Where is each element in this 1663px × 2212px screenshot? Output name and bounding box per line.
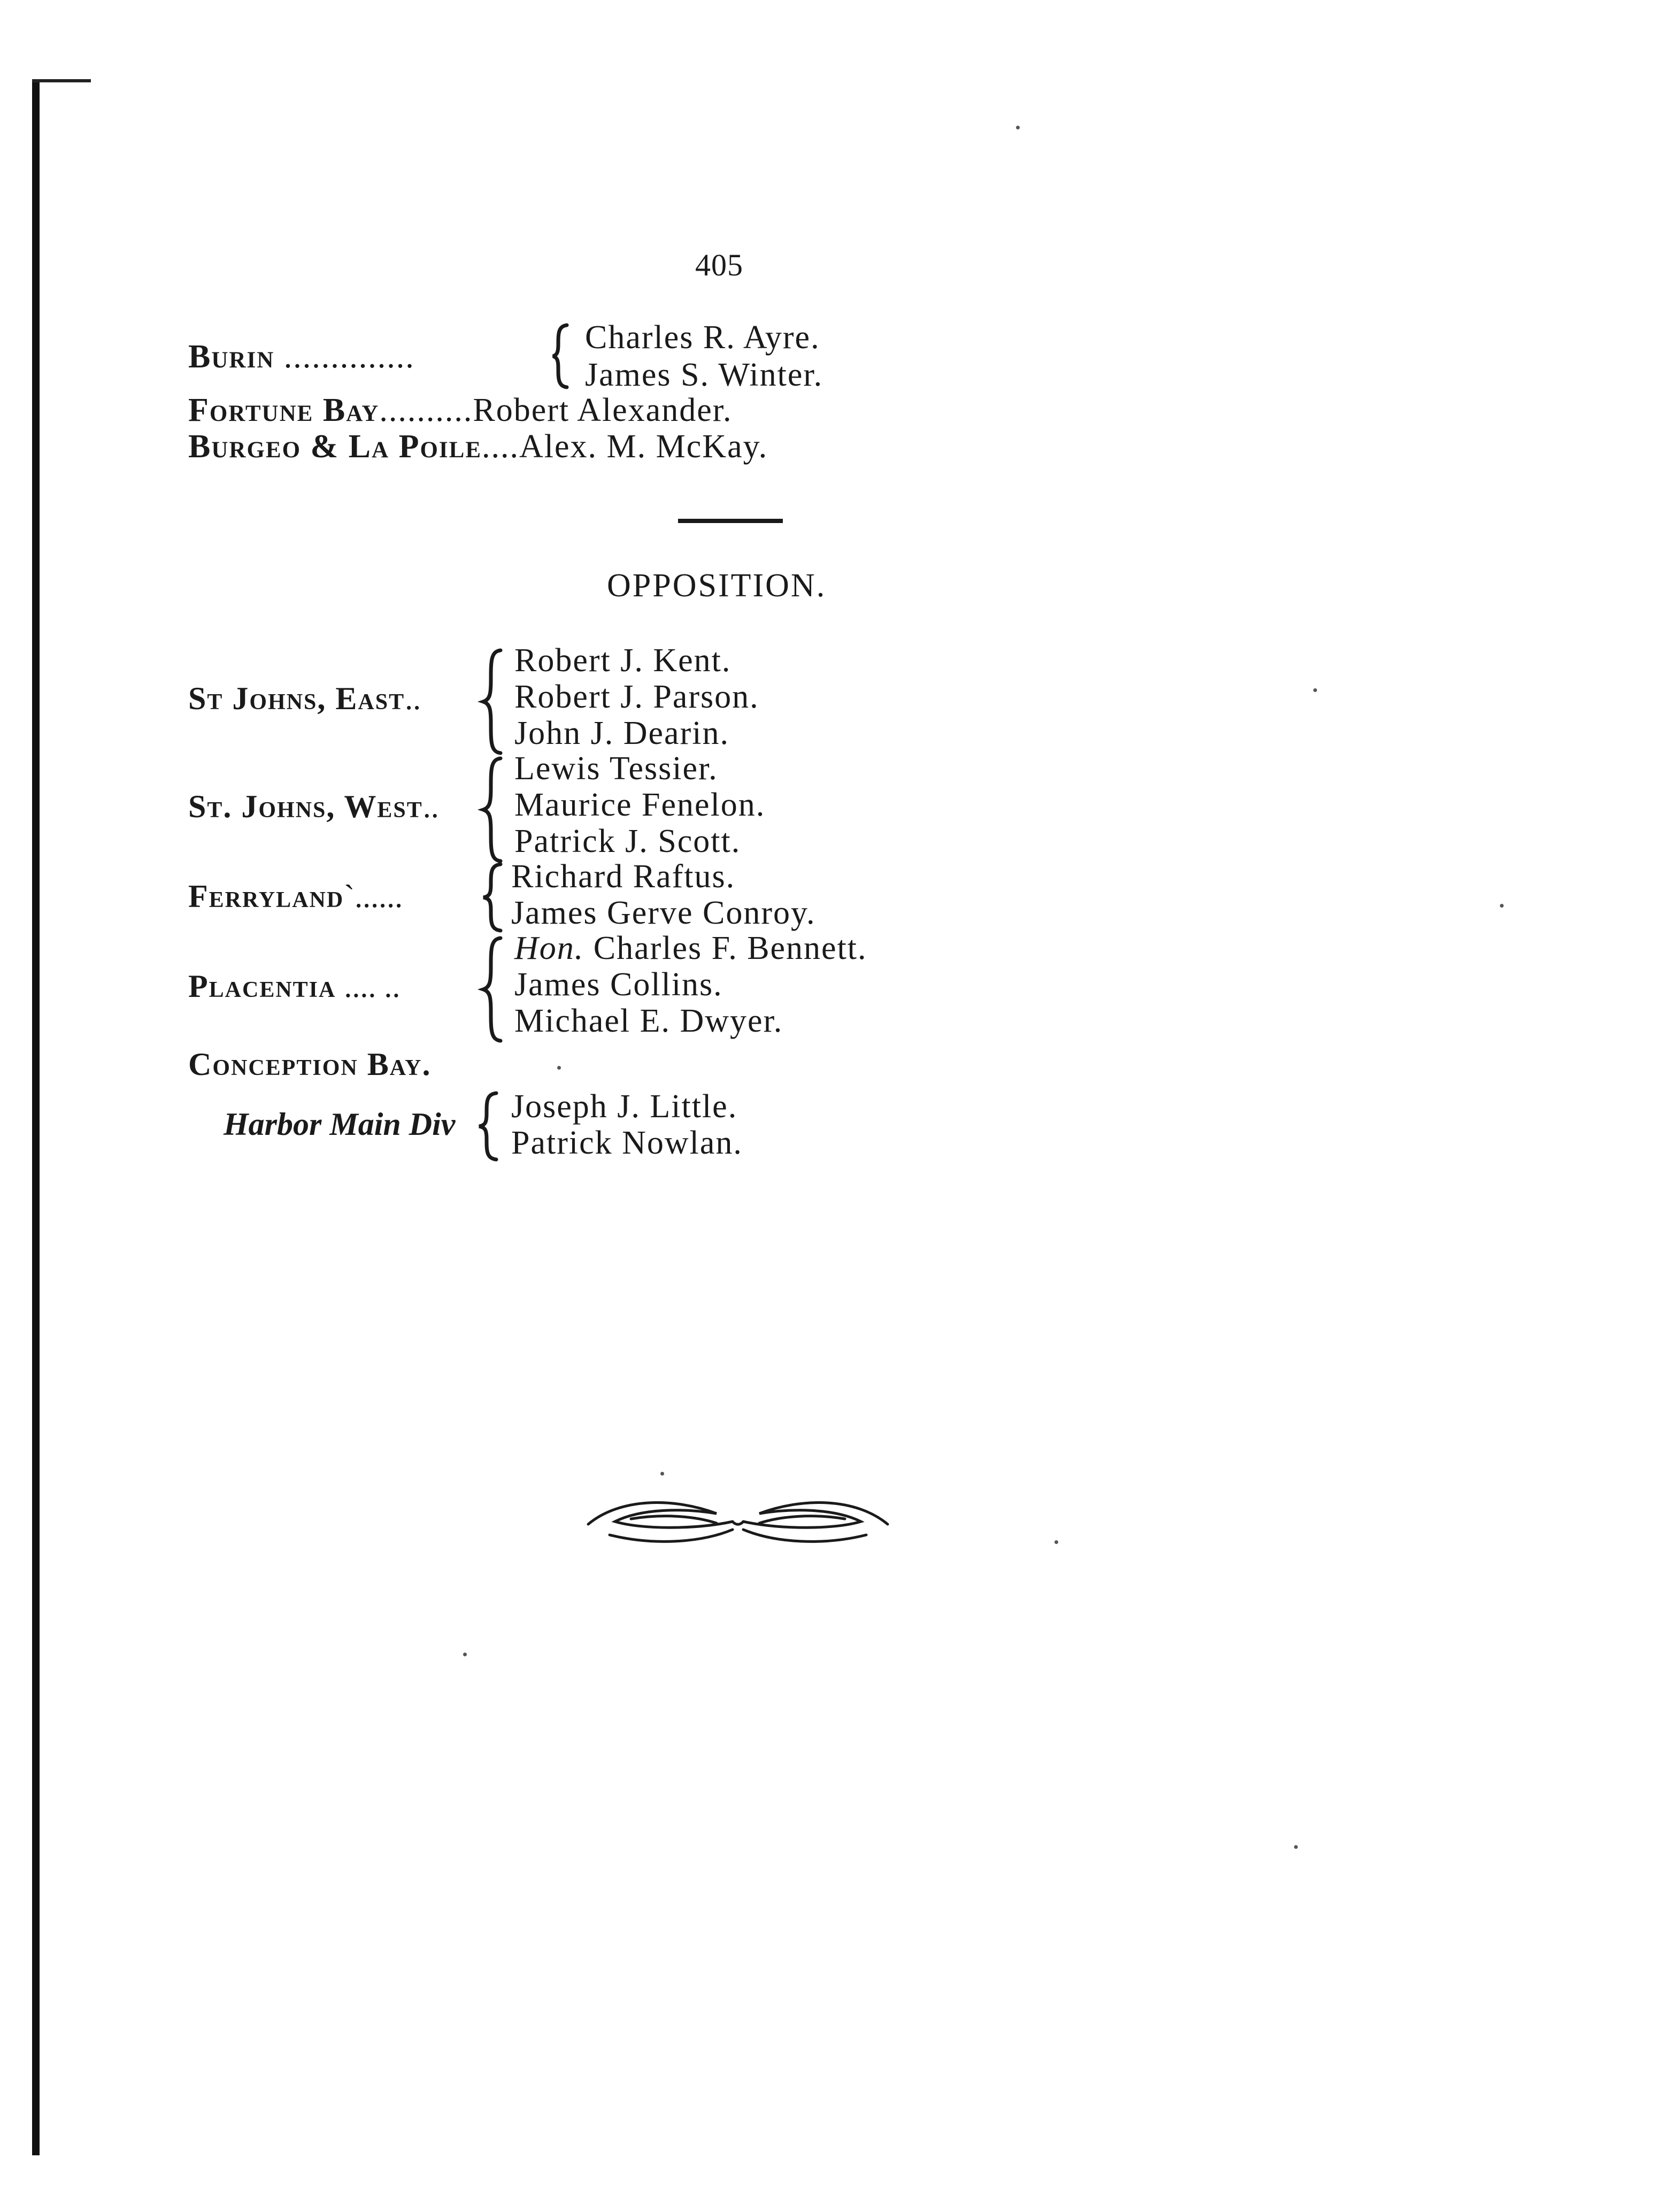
district-row-conception-bay xyxy=(188,1046,432,1083)
scan-margin-edge xyxy=(32,80,40,2155)
section-heading: OPPOSITION. xyxy=(607,567,827,604)
leader-dots: .. xyxy=(405,681,421,716)
leader-dots: .. xyxy=(422,789,439,824)
member-name: James Gerve Conroy. xyxy=(511,895,816,931)
scan-speck xyxy=(557,1066,561,1070)
brace-st-johns-west xyxy=(481,756,503,863)
scan-speck xyxy=(1313,688,1317,692)
brace-ferryland xyxy=(481,862,503,933)
leader-dots: .......... xyxy=(379,392,473,428)
member-name: Richard Raftus. xyxy=(511,858,736,895)
brace-st-johns-east xyxy=(481,648,503,755)
member-name: Charles F. Bennett. xyxy=(593,930,867,966)
district-name: St Johns, East xyxy=(188,681,405,716)
leader-dots: .... .. xyxy=(336,969,401,1004)
member-name: James Collins. xyxy=(514,966,723,1003)
brace-placentia xyxy=(481,936,503,1043)
district-row-placentia xyxy=(188,968,400,1005)
district-row-st-johns-east xyxy=(188,680,421,717)
member-name: Joseph J. Little. xyxy=(511,1088,738,1125)
member-name: James S. Winter. xyxy=(585,357,823,393)
member-name-with-title xyxy=(514,930,867,967)
district-row-burgeo-la-poile xyxy=(188,428,768,466)
member-name: John J. Dearin. xyxy=(514,715,729,751)
district-name: Fortune Bay xyxy=(188,392,380,428)
member-name: Robert Alexander. xyxy=(473,392,733,428)
section-divider-rule xyxy=(678,519,783,523)
district-name: Conception Bay. xyxy=(188,1047,432,1082)
scan-speck xyxy=(463,1653,467,1656)
page-number: 405 xyxy=(695,248,743,282)
member-name: Charles R. Ayre. xyxy=(585,319,820,356)
district-row-ferryland xyxy=(188,878,403,915)
district-row-harbor-main-div xyxy=(224,1106,455,1143)
decorative-flourish-ornament xyxy=(578,1492,898,1556)
member-name: Maurice Fenelon. xyxy=(514,787,766,823)
district-name: Ferryland xyxy=(188,879,344,914)
district-name: St. Johns, West xyxy=(188,789,423,824)
district-row-burin xyxy=(188,338,415,376)
district-name: Placentia xyxy=(188,969,336,1004)
scan-speck xyxy=(1500,904,1504,908)
member-name: Alex. M. McKay. xyxy=(519,428,768,465)
member-name: Patrick Nowlan. xyxy=(511,1125,743,1161)
scan-speck xyxy=(660,1472,664,1476)
member-name: Patrick J. Scott. xyxy=(514,823,741,859)
member-name: Robert J. Kent. xyxy=(514,642,732,679)
district-row-st-johns-west xyxy=(188,788,439,825)
district-name: Burin xyxy=(188,339,275,375)
brace-burin xyxy=(551,323,569,389)
scan-margin-tick xyxy=(32,79,91,82)
leader-dots: `...... xyxy=(344,879,403,914)
district-name: Harbor Main Div xyxy=(224,1107,456,1142)
member-name: Lewis Tessier. xyxy=(514,750,718,787)
scan-speck xyxy=(1294,1845,1298,1849)
brace-harbor-main-div xyxy=(477,1091,498,1162)
leader-dots: .... xyxy=(482,428,520,465)
member-name: Michael E. Dwyer. xyxy=(514,1003,783,1039)
leader-dots: .............. xyxy=(274,339,415,375)
scan-speck xyxy=(1016,126,1020,129)
member-title: Hon. xyxy=(514,930,584,966)
district-name: Burgeo & La Poile xyxy=(188,428,482,465)
member-name: Robert J. Parson. xyxy=(514,679,759,715)
scan-speck xyxy=(1054,1540,1058,1544)
district-row-fortune-bay xyxy=(188,391,732,429)
